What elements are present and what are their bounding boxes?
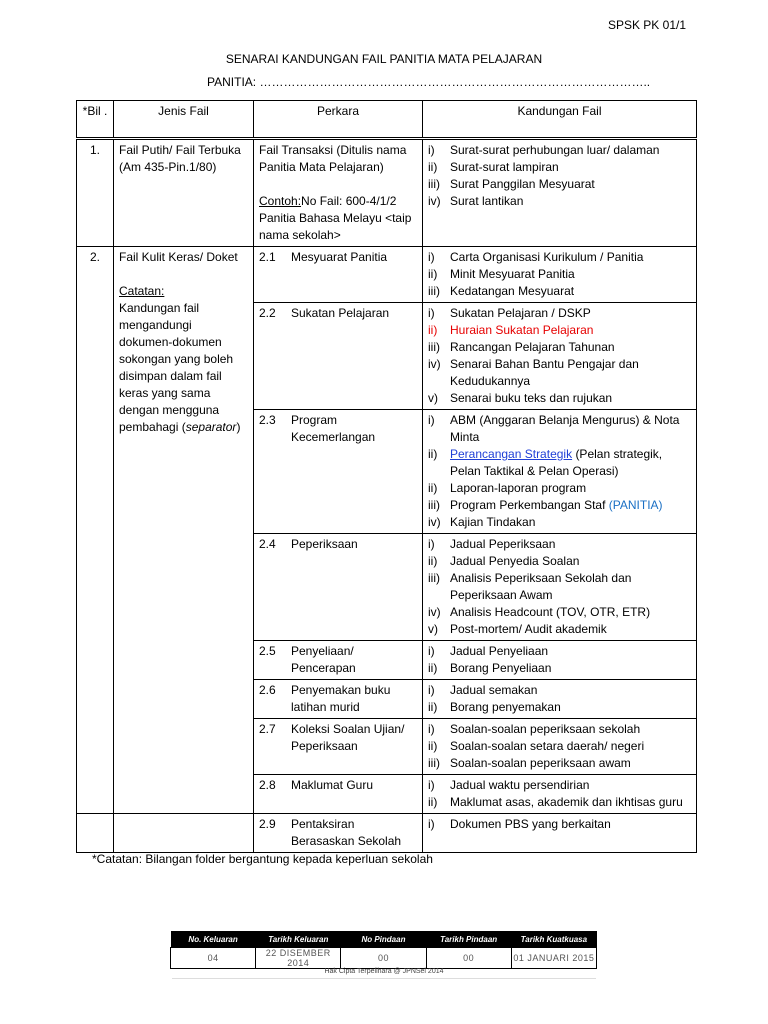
perkara-cell: 2.3 Program Kecemerlangan — [254, 410, 423, 534]
kandungan-list — [428, 305, 691, 407]
list-item: iii) Analisis Peperiksaan Sekolah dan Peperiksaan Awam — [428, 571, 632, 602]
list-item: i) Jadual waktu persendirian — [428, 778, 590, 792]
kandungan-list — [428, 536, 691, 638]
perkara-cell: 2.7 Koleksi Soalan Ujian/ Peperiksaan — [254, 719, 423, 775]
kandungan-list — [428, 249, 691, 300]
empty-jenis-cell — [114, 814, 254, 853]
list-item: i) Jadual semakan — [428, 683, 538, 697]
perkara-cell: 2.6 Penyemakan buku latihan murid — [254, 680, 423, 719]
divider — [172, 978, 596, 979]
jenis-fail-cell — [114, 247, 254, 814]
revision-value: 22 DISEMBER 2014 — [256, 948, 341, 969]
perkara-cell: 2.1 Mesyuarat Panitia — [254, 247, 423, 303]
list-item: i) ABM (Anggaran Belanja Mengurus) & Nota Minta — [428, 413, 680, 444]
kandungan-list — [428, 412, 691, 531]
list-item: iv) Senarai Bahan Bantu Pengajar dan Kedudukannya — [428, 357, 639, 388]
catatan-text: Kandungan fail mengandungi dokumen-dokumen sokongan yang boleh disimpan dalam fail keras yang sama dengan mengguna pembahagi (separator) — [119, 301, 241, 434]
header-kandungan-fail: Kandungan Fail — [423, 101, 697, 139]
contoh-value: No Fail: 600-4/1/2 Panitia Bahasa Melayu <taip nama sekolah> — [259, 194, 412, 242]
list-item: i) Soalan-soalan peperiksaan sekolah — [428, 722, 641, 736]
contoh-label: Contoh: — [259, 194, 302, 208]
list-item: i) Sukatan Pelajaran / DSKP — [428, 306, 591, 320]
perkara-cell: 2.8 Maklumat Guru — [254, 775, 423, 814]
list-item: i) Carta Organisasi Kurikulum / Panitia — [428, 250, 644, 264]
list-item: ii) Surat-surat lampiran — [428, 160, 559, 174]
empty-bil-cell — [77, 814, 114, 853]
revision-header: Tarikh Keluaran — [256, 931, 341, 948]
list-item: ii) Perancangan Strategik (Pelan strategik, Pelan Taktikal & Pelan Operasi) — [428, 447, 663, 478]
table-row — [77, 139, 697, 247]
list-item: ii) Borang Penyeliaan — [428, 661, 552, 675]
jenis-fail-name: Fail Putih/ Fail Terbuka — [119, 143, 241, 157]
revision-header: Tarikh Kuatkuasa — [511, 931, 596, 948]
revision-value: 04 — [171, 948, 256, 969]
revision-table — [170, 931, 597, 969]
list-item: iii) Program Perkembangan Staf (PANITIA) — [428, 498, 663, 512]
revision-header-row — [171, 931, 597, 948]
table-row — [77, 247, 697, 303]
perkara-cell: 2.9 Pentaksiran Berasaskan Sekolah — [254, 814, 423, 853]
document-title: SENARAI KANDUNGAN FAIL PANITIA MATA PELAJARAN — [225, 52, 543, 66]
list-item: iv) Analisis Headcount (TOV, OTR, ETR) — [428, 605, 651, 619]
kandungan-cell — [423, 303, 697, 410]
list-item: iv) Kajian Tindakan — [428, 515, 536, 529]
header-row — [77, 101, 697, 139]
revision-value: 00 — [426, 948, 511, 969]
perkara-cell — [254, 139, 423, 247]
header-perkara: Perkara — [254, 101, 423, 139]
list-item: ii) Maklumat asas, akademik dan ikhtisas guru — [428, 795, 683, 809]
list-item: iii) Surat Panggilan Mesyuarat — [428, 177, 595, 191]
revision-value-row — [171, 948, 597, 969]
row-number: 1. — [77, 139, 114, 247]
revision-header: No Pindaan — [341, 931, 426, 948]
kandungan-list — [428, 777, 691, 811]
document-code: SPSK PK 01/1 — [607, 18, 686, 32]
list-item: i) Dokumen PBS yang berkaitan — [428, 817, 611, 831]
kandungan-cell — [423, 247, 697, 303]
revision-value: 00 — [341, 948, 426, 969]
row-number: 2. — [77, 247, 114, 814]
list-item: ii) Borang penyemakan — [428, 700, 561, 714]
perkara-cell: 2.5 Penyeliaan/ Pencerapan — [254, 641, 423, 680]
kandungan-cell — [423, 775, 697, 814]
jenis-fail-ref: (Am 435-Pin.1/80) — [119, 160, 217, 174]
revision-header: No. Keluaran — [171, 931, 256, 948]
panitia-line: PANITIA: …………………………………………………………………………………….. — [207, 75, 651, 89]
kandungan-cell — [423, 410, 697, 534]
list-item: iv) Surat lantikan — [428, 194, 524, 208]
list-item: ii) Soalan-soalan setara daerah/ negeri — [428, 739, 645, 753]
kandungan-list — [428, 142, 691, 210]
perkara-cell: 2.4 Peperiksaan — [254, 534, 423, 641]
revision-header: Tarikh Pindaan — [426, 931, 511, 948]
list-item: i) Surat-surat perhubungan luar/ dalaman — [428, 143, 660, 157]
list-item: iii) Soalan-soalan peperiksaan awam — [428, 756, 631, 770]
table-row — [77, 814, 697, 853]
kandungan-cell — [423, 719, 697, 775]
revision-value: 01 JANUARI 2015 — [511, 948, 596, 969]
jenis-fail-name: Fail Kulit Keras/ Doket — [119, 250, 238, 264]
kandungan-list — [428, 816, 691, 833]
list-item: ii) Minit Mesyuarat Panitia — [428, 267, 575, 281]
list-item: i) Jadual Penyeliaan — [428, 644, 549, 658]
list-item: v) Senarai buku teks dan rujukan — [428, 391, 613, 405]
kandungan-cell — [423, 814, 697, 853]
panitia-tag: (PANITIA) — [608, 498, 663, 512]
contents-table — [76, 100, 697, 853]
perkara-cell: 2.2 Sukatan Pelajaran — [254, 303, 423, 410]
copyright: Hak Cipta Terpelihara @ JPNSel 2014 — [324, 968, 444, 975]
list-item: ii) Laporan-laporan program — [428, 481, 587, 495]
list-item: iii) Rancangan Pelajaran Tahunan — [428, 340, 615, 354]
kandungan-list — [428, 643, 691, 677]
kandungan-list — [428, 721, 691, 772]
list-item: iii) Kedatangan Mesyuarat — [428, 284, 575, 298]
jenis-fail-cell — [114, 139, 254, 247]
perancangan-strategik-link[interactable]: Perancangan Strategik — [450, 447, 573, 461]
list-item: ii) Jadual Penyedia Soalan — [428, 554, 580, 568]
header-jenis-fail: Jenis Fail — [114, 101, 254, 139]
kandungan-cell — [423, 139, 697, 247]
footnote: *Catatan: Bilangan folder bergantung kepada keperluan sekolah — [92, 852, 433, 866]
kandungan-cell — [423, 641, 697, 680]
header-bil: *Bil . — [77, 101, 114, 139]
list-item: v) Post-mortem/ Audit akademik — [428, 622, 607, 636]
list-item: i) Jadual Peperiksaan — [428, 537, 556, 551]
kandungan-cell — [423, 680, 697, 719]
contoh-text — [259, 193, 417, 244]
list-item: ii) Huraian Sukatan Pelajaran — [428, 323, 594, 337]
kandungan-list — [428, 682, 691, 716]
perkara-text: Fail Transaksi (Ditulis nama Panitia Mata Pelajaran) — [259, 143, 407, 174]
catatan-label: Catatan: — [119, 284, 165, 298]
kandungan-cell — [423, 534, 697, 641]
